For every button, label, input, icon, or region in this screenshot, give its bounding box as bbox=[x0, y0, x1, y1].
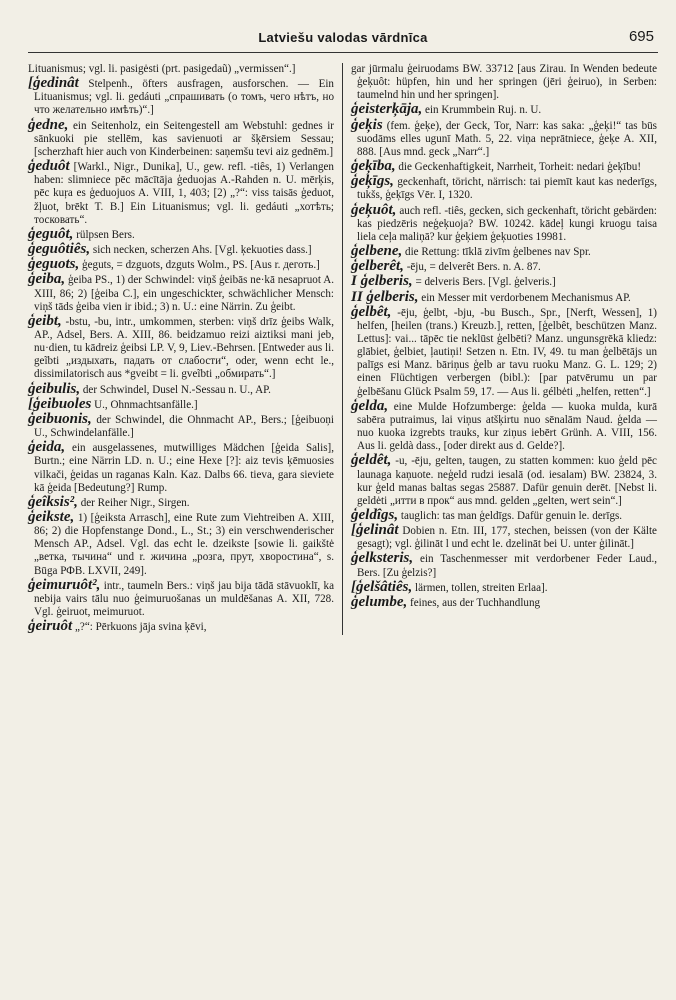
entry-text: Dobien n. Etn. III, 177, stechen, beissen (von der Kälte gesagt); vgl. ģilināt l und echt le. dzelināt bei U. unter ģilināt.] bbox=[357, 525, 657, 551]
dictionary-entry bbox=[28, 225, 334, 242]
dictionary-entry bbox=[351, 593, 657, 610]
dictionary-entry bbox=[351, 245, 657, 259]
dictionary-entry bbox=[351, 175, 657, 202]
entry-headword: [ģelšâtiês, bbox=[351, 578, 413, 595]
dictionary-entry bbox=[351, 160, 657, 174]
entry-text: rülpsen Bers. bbox=[76, 228, 135, 241]
entry-text: eine Mulde Hofzumberge: ģelda — kuoka mulda, kurā sabēra putraimus, lai viņus atšķirtu nuo sēnalām Naud. ģelda — nuo kuoka izgrebts trauks, kur ziņus iebērt Grünh. A. VIII, 156. Aus li. geldà dass., [oder direkt aus d. Gelde?]. bbox=[357, 400, 658, 453]
dictionary-entry bbox=[28, 441, 334, 495]
entry-text: -ēju, = delverêt Bers. n. A. 87. bbox=[406, 261, 541, 274]
entry-text: ein Krummbein Ruj. n. U. bbox=[425, 104, 542, 117]
entry-headword: [ģelinât bbox=[351, 522, 399, 539]
dictionary-entry bbox=[351, 524, 657, 551]
entry-headword: ģelbene, bbox=[351, 243, 403, 260]
entry-text: „?“: Pērkuons jāja svina ķēvi, bbox=[74, 621, 207, 634]
running-title: Latviešu valodas vārdnīca bbox=[258, 30, 428, 45]
entry-headword: ģelksteris, bbox=[351, 550, 414, 567]
column-divider bbox=[342, 63, 343, 635]
entry-text: Lituanismus; vgl. li. pasigėsti (prt. pasigedaũ) „vermissen“.] bbox=[28, 63, 296, 75]
entry-headword: ģelbêt, bbox=[351, 303, 392, 320]
entry-headword: ģeibulis, bbox=[28, 380, 81, 397]
dictionary-entry bbox=[28, 395, 334, 412]
dictionary-entry bbox=[28, 511, 334, 578]
entry-text: ein Seitenholz, ein Seitengestell am Webstuhl: gednes ir sānkuoki pie stellēm, kas savienuoti ar šķērsiem Sessau; [scherzhaft hier auch von Kinderbeinen: saņemšu tevi aiz gednēm.] bbox=[34, 119, 334, 158]
entry-headword: ģelumbe, bbox=[351, 593, 408, 610]
entry-text: Stelpenh., öfters ausfragen, ausforschen. — Ein Lituanismus; vgl. li. gedáuti „спрашивать (о томъ, чего нѣтъ, но что желательно имѣть)“.] bbox=[34, 78, 334, 117]
entry-text: lärmen, tollen, streiten Erlaa]. bbox=[415, 581, 548, 594]
entry-text: auch refl. -tiês, gecken, sich geckenhaft, töricht gebärden: kas piedzēris neģeķuoja? BW. 10242. kādeļ kungi kruogu taisa liela ceļa maliņā? kur ģeķiem ģeķuoties 19981. bbox=[357, 204, 657, 243]
entry-text: sich necken, scherzen Ahs. [Vgl. ķekuoties dass.] bbox=[92, 244, 312, 257]
right-column bbox=[351, 63, 657, 635]
dictionary-entry bbox=[28, 77, 334, 117]
entry-headword: ģedne, bbox=[28, 116, 69, 133]
dictionary-entry bbox=[351, 509, 657, 523]
dictionary-entry bbox=[351, 552, 657, 579]
dictionary-entry bbox=[28, 258, 334, 272]
entry-text: (fem. ģeķe), der Geck, Tor, Narr: kas saka: „ģeķi!“ tas būs suodāms elles ugunī Math. 5, 22. viņa neprātniece, ģeķe A. XII, 888. [Aus mnd. geck „Narr“.] bbox=[357, 119, 657, 158]
entry-text: intr., taumeln Bers.: viņš jau bija tādā stāvuoklī, ka nebija vairs tālu nuo ģeimuruošanas un muldēšanas A. XII, 728. Vgl. ģeiruot, meimuruot. bbox=[34, 579, 334, 619]
page-header bbox=[28, 24, 658, 53]
dictionary-entry bbox=[28, 380, 334, 397]
entry-headword: ģeibuonis, bbox=[28, 410, 92, 427]
entry-headword: ģeimuruôt², bbox=[28, 576, 101, 593]
entry-text: tauglich: tas man ģeldīgs. Dafür genuin le. derīgs. bbox=[400, 510, 623, 522]
entry-headword: ģeķība, bbox=[351, 158, 396, 175]
dictionary-entry bbox=[351, 260, 657, 274]
entry-text: -u, -ēju, gelten, taugen, zu statten kommen: kuo ģeld pēc launaga kaņuote. neģeld rudzi iesalā (od. iesalam) BW. 23824, 3. kur ģeld manas baltas segas 25887. Dafür genuin derēt. [Nebst li. geldėti „итти в прок“ aus mnd. gelden „gelten, wert sein“.] bbox=[357, 455, 657, 507]
entry-headword: ģelberêt, bbox=[351, 258, 404, 275]
entry-text: ein Taschenmesser mit verdorbener Feder Laud., Bers. [Zu ģelzis?] bbox=[357, 553, 657, 579]
entry-headword: [ģedinât bbox=[28, 75, 79, 92]
entry-text: = delveris Bers. [Vgl. ģelveris.] bbox=[415, 276, 556, 289]
entry-headword: ģeiruôt bbox=[28, 618, 73, 635]
entry-headword: I ģelberis, bbox=[351, 273, 413, 290]
entry-text: der Reiher Nigr., Sirgen. bbox=[80, 496, 190, 509]
entry-headword: ģeida, bbox=[28, 439, 66, 456]
entry-text: U., Ohnmachtsanfälle.] bbox=[94, 398, 198, 411]
dictionary-entry bbox=[28, 160, 334, 227]
dictionary-entry bbox=[351, 116, 657, 159]
dictionary-entry bbox=[28, 243, 334, 257]
entry-text: der Schwindel, die Ohnmacht AP., Bers.; [ģeibuoņi U., Schwindelanfälle.] bbox=[34, 413, 334, 440]
entry-headword: [ģeibuoles bbox=[28, 395, 92, 412]
entry-headword: ģeîksis², bbox=[28, 493, 78, 510]
entry-headword: ģeguôtiês, bbox=[28, 241, 91, 258]
left-column bbox=[28, 63, 334, 635]
dictionary-entry bbox=[351, 303, 657, 399]
entry-headword: ģeisterķāja, bbox=[351, 101, 423, 118]
entry-text: ģeiba PS., 1) der Schwindel: viņš ģeibās ne·kā nesapruot A. XIII, 86; 2) [ģeiba C.], ein ungeschickter, schwächlicher Mensch: viņš tāds ģeiba vien ir ibid.; 3) n. U.: eine Närrin. Zu ģeibt. bbox=[34, 274, 334, 313]
dictionary-entry bbox=[28, 493, 334, 510]
entry-headword: ģeduôt bbox=[28, 158, 70, 175]
entry-text: ģeguts, = dzguots, dzguts Wolm., PS. [Aus r. деготь.] bbox=[82, 259, 320, 272]
dictionary-entry bbox=[28, 312, 334, 382]
entry-headword: ģeķis bbox=[351, 116, 383, 133]
entry-headword: ģeikste, bbox=[28, 509, 75, 525]
entry-text: -ēju, ģelbt, -bju, -bu Busch., Spr., [Nerft, Wessen], 1) helfen, [heilen (trans.) Kreuzb.], retten, [ģelbêt, beschützen Manz. Lettus]: vai... tāpēc tie neklūst ģelbēti? Manz. ungunsgrēkā kliedz: glābiet, ģelbiet, ļautiņi! Setzen n. Etn. IV, 49. tu man ģelbētājs un palīgs esi Manz. bāriņus ģelb ar tavu ruoku Manz. G. L. 129; 2) einen Flüchtigen verbergen (bibl.): [par patvērumu un par ģelbēšanu Glück Psalm 59, 17. — Aus li. gélbėti „helfen, retten“.] bbox=[357, 306, 657, 398]
dictionary-entry bbox=[351, 201, 657, 244]
dictionary-entry bbox=[351, 454, 657, 508]
entry-headword: ģeķīgs, bbox=[351, 173, 394, 190]
dictionary-entry bbox=[351, 63, 657, 102]
entry-text: geckenhaft, töricht, närrisch: tai piemīt kaut kas nederīgs, tukšs, ģeķīgs Vēr. I, 1320. bbox=[357, 176, 657, 202]
dictionary-entry bbox=[351, 103, 657, 117]
page-number: 695 bbox=[628, 28, 654, 45]
dictionary-entry bbox=[351, 275, 657, 289]
dictionary-entry bbox=[28, 273, 334, 313]
entry-headword: ģeldîgs, bbox=[351, 507, 399, 523]
dictionary-entry bbox=[28, 620, 334, 634]
entry-text: feines, aus der Tuchhandlung bbox=[410, 596, 541, 609]
entry-text: ein ausgelassenes, mutwilliges Mädchen [ģeida Salis], Burtn.; eine Närrin LD. n. U.; eine Hexe [?]: aiz tevis ķēmuosies vilkači, ģeidas un raganas Kaln. Kaz. Dalbs 66. tieva, gara sieviete kā ģeida [Bedeutung?] Rump. bbox=[34, 442, 335, 494]
entry-text: [Warkl., Nigr., Dunika], U., gew. refl. -tiês, 1) Verlangen haben: slimniece pēc mācītāja ģeduojas A.-Rahden n. U. mērķis, pēc kuŗa es ģeduojuos A. VIII, 1, 403; [2) „?“: viss taisās ģeduot, žļuot, brēkt T. B.] Ein Lituanismus; vgl. li. gedáuti „хотѣть; тосковать“. bbox=[34, 161, 334, 226]
entry-text: ein Messer mit verdorbenem Mechanismus AP. bbox=[421, 291, 631, 304]
dictionary-entry bbox=[28, 576, 334, 619]
entry-headword: ģelda, bbox=[351, 397, 389, 414]
entry-text: 1) [ģeiksta Arrasch], eine Rute zum Viehtreiben A. XIII, 86; 2) die Hopfenstange Dond., L., St.; 3) ein verschwenderischer Mensch AP., Adsel. Vgl. das echt le. dzeikste [sowie li. gaikštė „ветка, тычина“ und r. жичина „розга, прут, хворостина“, s. Būga РФВ. LXVII, 249]. bbox=[34, 512, 334, 577]
two-column-body bbox=[28, 63, 658, 635]
entry-text: die Geckenhaftigkeit, Narrheit, Torheit: nedari ģeķību! bbox=[398, 161, 642, 174]
dictionary-entry bbox=[28, 116, 334, 159]
dictionary-entry bbox=[351, 288, 657, 305]
dictionary-entry bbox=[351, 397, 658, 454]
entry-headword: ģeguots, bbox=[28, 256, 80, 273]
entry-text: die Rettung: tīklā zivīm ģelbenes nav Spr. bbox=[405, 246, 591, 259]
entry-headword: ģeguôt, bbox=[28, 225, 74, 242]
entry-text: der Schwindel, Dusel N.-Sessau n. U., AP. bbox=[82, 383, 271, 396]
entry-headword: II ģelberis, bbox=[351, 288, 419, 305]
entry-text: gar jūrmalu ģeiruodams BW. 33712 [aus Zirau. In Wenden bedeute ģeķuôt: hüpfen, hin und her springen (jēri ģeiruo), in Serben: taumelnd hin und her springen]. bbox=[351, 63, 657, 102]
entry-headword: ģeķuôt, bbox=[351, 201, 397, 218]
entry-headword: ģeibt, bbox=[28, 312, 62, 329]
dictionary-entry bbox=[351, 578, 657, 595]
entry-text: -bstu, -bu, intr., umkommen, sterben: viņš drīz ģeibs Walk, AP., Adsel, Bers. A. XIII, 86. beidzamuo reizi aiztiksi mani jeb, nu·dien, tu kādreiz ģeibsi LP. V, 9, Liev.-Behrsen. [Entweder aus li. geĩbti „издыхать, падать от слабости“, oder, wenn echt le., dissimilatorisch aus *gveibt = li. gveĩbti „обмирать“.] bbox=[34, 315, 334, 381]
dictionary-entry bbox=[28, 410, 334, 440]
entry-headword: ģeldêt, bbox=[351, 452, 392, 469]
entry-headword: ģeiba, bbox=[28, 271, 66, 288]
